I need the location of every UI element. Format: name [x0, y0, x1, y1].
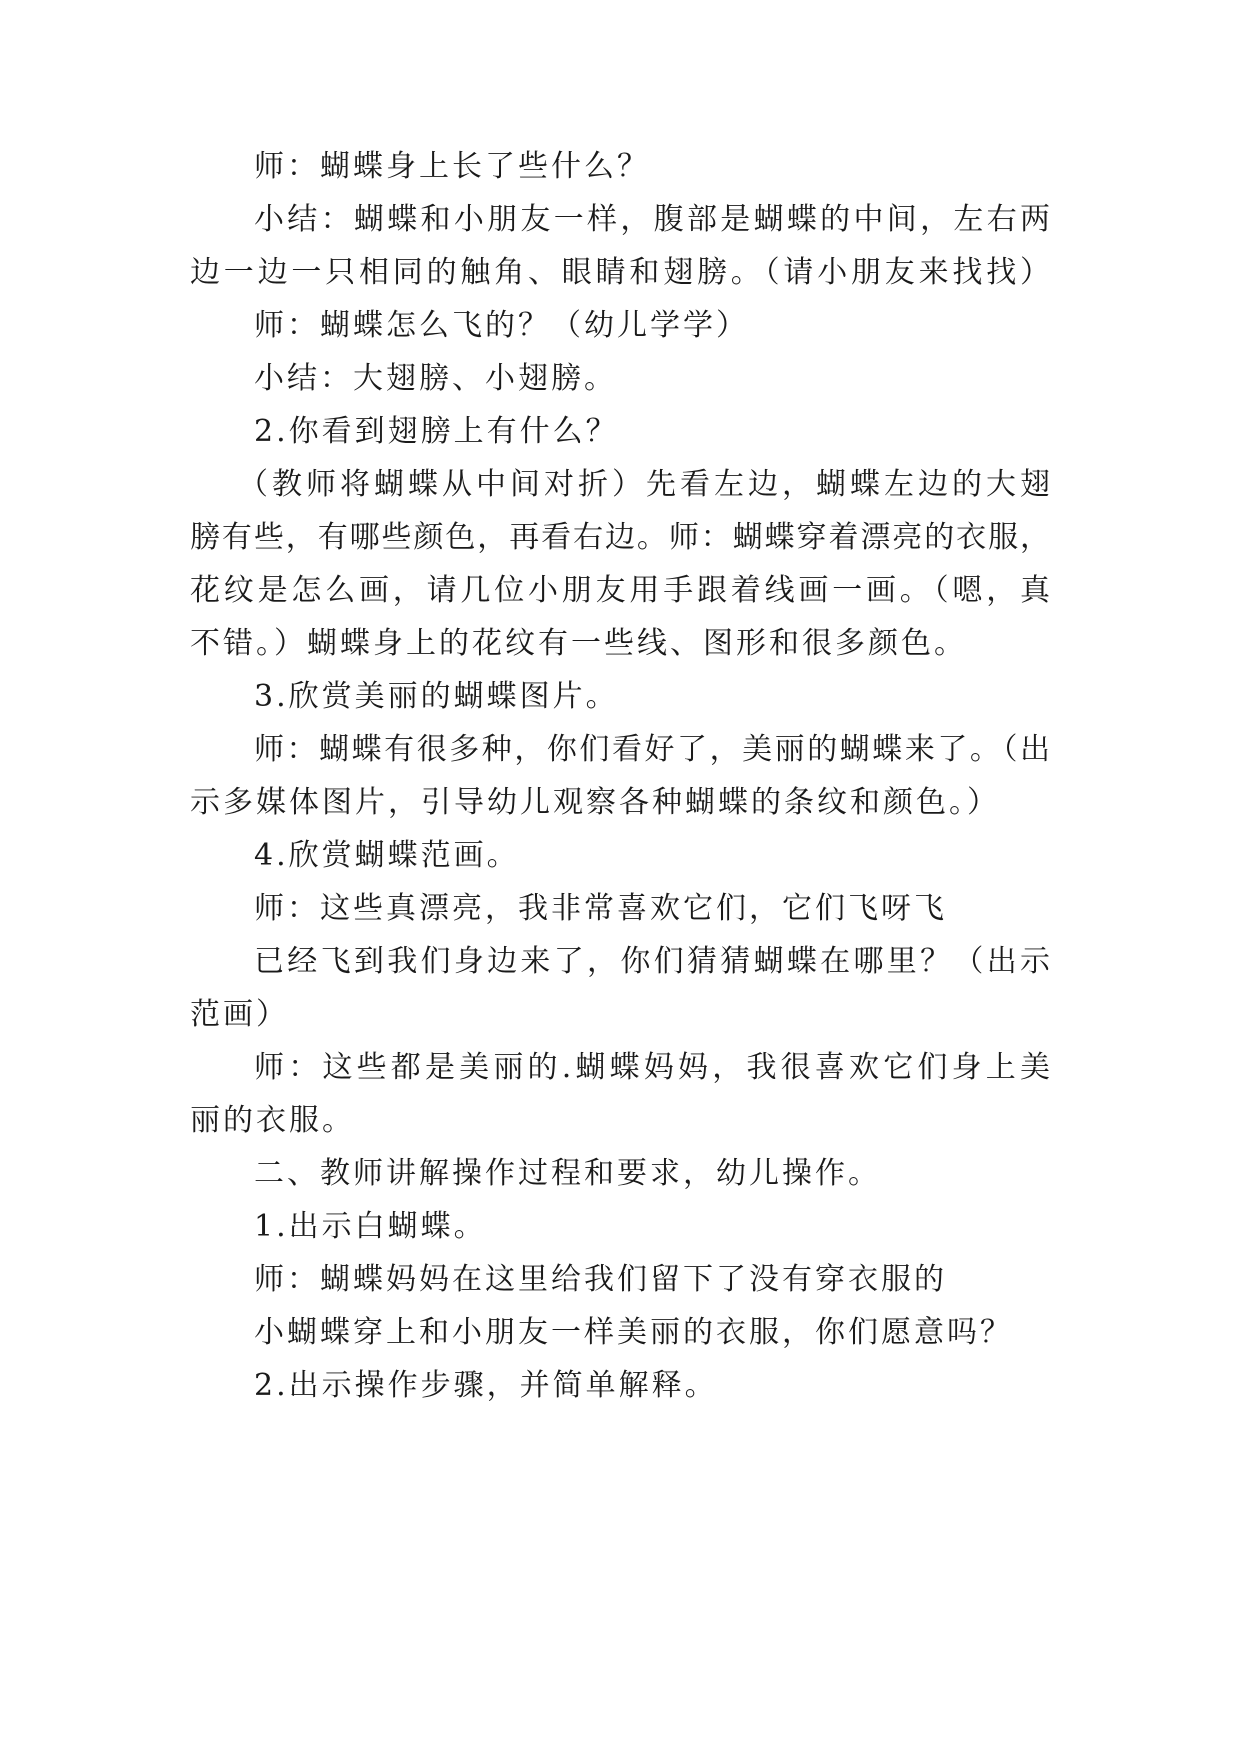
text-line: 4.欣赏蝴蝶范画。: [254, 838, 520, 873]
text-line: 边一边一只相同的触角、眼睛和翅膀。（请小朋友来找找）: [190, 255, 1050, 290]
text-line: 二、教师讲解操作过程和要求，幼儿操作。: [254, 1156, 881, 1191]
text-line: 师：这些都是美丽的.蝴蝶妈妈，我很喜欢它们身上美: [254, 1050, 1050, 1085]
text-line: 花纹是怎么画，请几位小朋友用手跟着线画一画。（嗯，真: [190, 573, 1050, 608]
text-line: 师：蝴蝶有很多种，你们看好了，美丽的蝴蝶来了。（出: [254, 732, 1050, 767]
text-line: 小蝴蝶穿上和小朋友一样美丽的衣服，你们愿意吗？: [254, 1315, 1013, 1350]
text-line: 小结：蝴蝶和小朋友一样，腹部是蝴蝶的中间，左右两: [254, 202, 1050, 237]
text-line: 不错。）蝴蝶身上的花纹有一些线、图形和很多颜色。: [190, 626, 967, 661]
text-line: 2.你看到翅膀上有什么？: [254, 414, 619, 449]
text-line: 1.出示白蝴蝶。: [254, 1209, 487, 1244]
text-line: 2.出示操作步骤，并简单解释。: [254, 1368, 718, 1403]
text-line: 丽的衣服。: [190, 1103, 355, 1138]
text-line: 膀有些，有哪些颜色，再看右边。师：蝴蝶穿着漂亮的衣服，: [190, 520, 1050, 555]
text-line: 范画）: [190, 997, 289, 1032]
text-line: （教师将蝴蝶从中间对折）先看左边，蝴蝶左边的大翅: [238, 467, 1050, 502]
text-line: 师：蝴蝶身上长了些什么？: [254, 149, 650, 184]
text-line: 师：这些真漂亮，我非常喜欢它们，它们飞呀飞: [254, 891, 947, 926]
text-line: 已经飞到我们身边来了，你们猜猜蝴蝶在哪里？（出示: [254, 944, 1050, 979]
text-line: 小结：大翅膀、小翅膀。: [254, 361, 617, 396]
text-line: 师：蝴蝶怎么飞的？（幼儿学学）: [254, 308, 749, 343]
text-line: 3.欣赏美丽的蝴蝶图片。: [254, 679, 619, 714]
text-line: 示多媒体图片，引导幼儿观察各种蝴蝶的条纹和颜色。）: [190, 785, 1000, 820]
text-line: 师：蝴蝶妈妈在这里给我们留下了没有穿衣服的: [254, 1262, 947, 1297]
